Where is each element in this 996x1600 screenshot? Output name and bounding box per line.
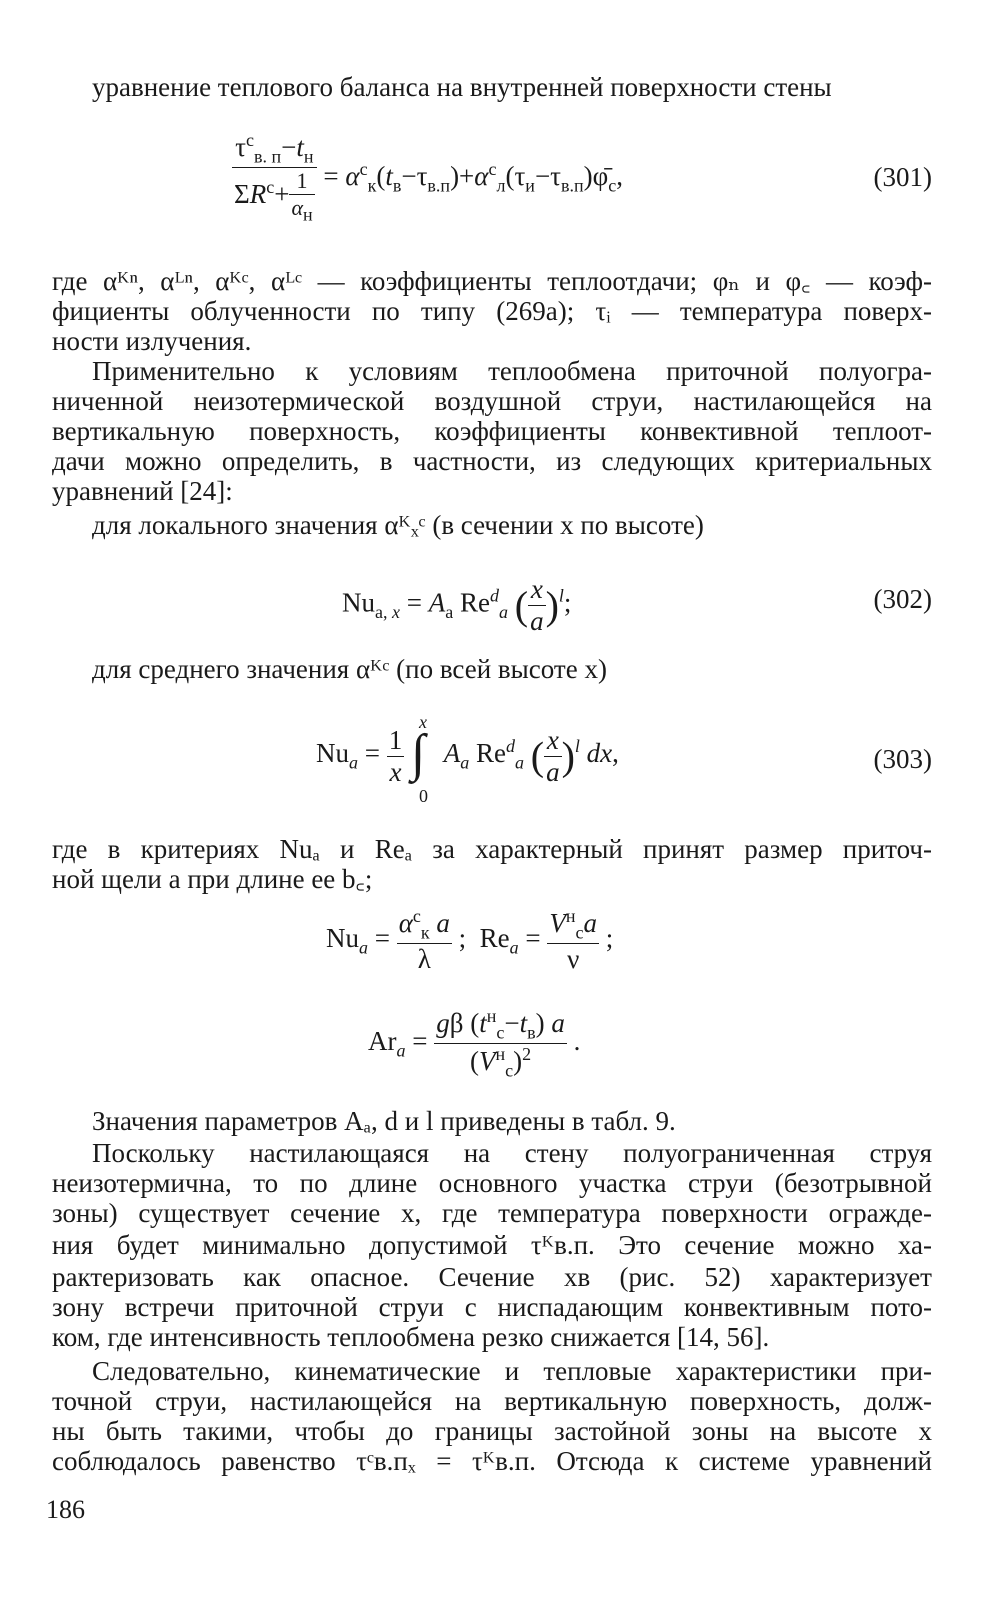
where1-line-2: фициенты облученности по типу (269а); τᵢ — температура поверх- [52, 296, 932, 326]
equation-nu-re: $Nu_a$ = $\frac{\alpha^с_к a}{\lambda}$ ; $Re_a$ = $\frac{V^н_сa}{\nu}$ ; [326, 906, 614, 975]
para4-line-4: соблюдалось равенство τᶜв.пₓ = τᴷв.п. Отсюда к системе уравнений [52, 1446, 932, 1476]
equation-ar: $Ar_a$ = $\frac{g\beta (t^н_с-t_в) a}{(V^н_с)^2}$ . [368, 1006, 581, 1081]
intro-text: уравнение теплового баланса на внутренней поверхности стены [92, 72, 832, 102]
equation-number-302: (302) [873, 584, 932, 614]
para3-line-7: ком, где интенсивность теплообмена резко снижается [14, 56]. [52, 1322, 770, 1352]
local-value-text: для локального значения αᴷₓᶜ (в сечении x по высоте) [92, 510, 704, 540]
where2-line-1: где в критериях Nuₐ и Reₐ за характерный принят размер приточ- [52, 834, 932, 864]
where2-line-2: ной щели a при длине ее b꜀; [52, 864, 373, 894]
equation-number-301: (301) [873, 162, 932, 192]
where1-line-1: где αᴷⁿ, αᴸⁿ, αᴷᶜ, αᴸᶜ — коэффициенты теплоотдачи; φₙ и φ꜀ — коэф- [52, 266, 932, 296]
para3-line-4: ния будет минимально допустимой τᴷв.п. Это сечение можно ха- [52, 1230, 932, 1260]
para4-line-3: ны быть такими, чтобы до границы застойной зоны на высоте x [52, 1416, 932, 1446]
equation-302: $Nu_{а, x} = A_а$ $Re^d_a$ ( $\frac{x}{a}$ )$^l$; [342, 574, 572, 636]
para3-line-2: неизотермична, то по длине основного участка струи (безотрывной [52, 1168, 932, 1198]
para1-line-5: уравнений [24]: [52, 476, 233, 506]
para3-line-1: Поскольку настилающаяся на стену полуограниченная струя [92, 1138, 932, 1168]
page-number: 186 [46, 1495, 85, 1524]
equation-number-303: (303) [873, 744, 932, 774]
para1-line-3: вертикальную поверхность, коэффициенты конвективной теплоот- [52, 416, 932, 446]
para1-line-1: Применительно к условиям теплообмена приточной полуогра- [92, 356, 932, 386]
para1-line-2: ниченной неизотермической воздушной струи, настилающейся на [52, 386, 932, 416]
where1-line-3: ности излучения. [52, 326, 252, 356]
para3-line-5: рактеризовать как опасное. Сечение xв (рис. 52) характеризует [52, 1262, 932, 1292]
equation-301: $\tau^с_{в. п}-t_н$ $\Sigma R^с+$ $\frac{1}{\alpha_н}$ = $\alpha^с_к(t_в-\tau_{в.п})+\alpha^с_л(\tau_и-\tau_{в.п})\varphī_с$, [234, 130, 623, 225]
equation-303: $Nu_a$ = $\frac{1}{x}$ x ∫ 0 $A_a$ $Re^d_a$ ( $\frac{x}{a}$ )$^l$ dx, [316, 712, 619, 806]
para1-line-4: дачи можно определить, в частности, из следующих критериальных [52, 446, 932, 476]
para3-line-6: зону встречи приточной струи с ниспадающим конвективным пото- [52, 1292, 932, 1322]
para3-line-3: зоны) существует сечение x, где температура поверхности огражде- [52, 1198, 932, 1228]
para4-line-2: точной струи, настилающейся на вертикальную поверхность, долж- [52, 1386, 932, 1416]
para2-text: Значения параметров Aₐ, d и l приведены в табл. 9. [92, 1106, 676, 1136]
mean-value-text: для среднего значения αᴷᶜ (по всей высоте x) [92, 654, 607, 684]
para4-line-1: Следовательно, кинематические и тепловые характеристики при- [92, 1356, 932, 1386]
